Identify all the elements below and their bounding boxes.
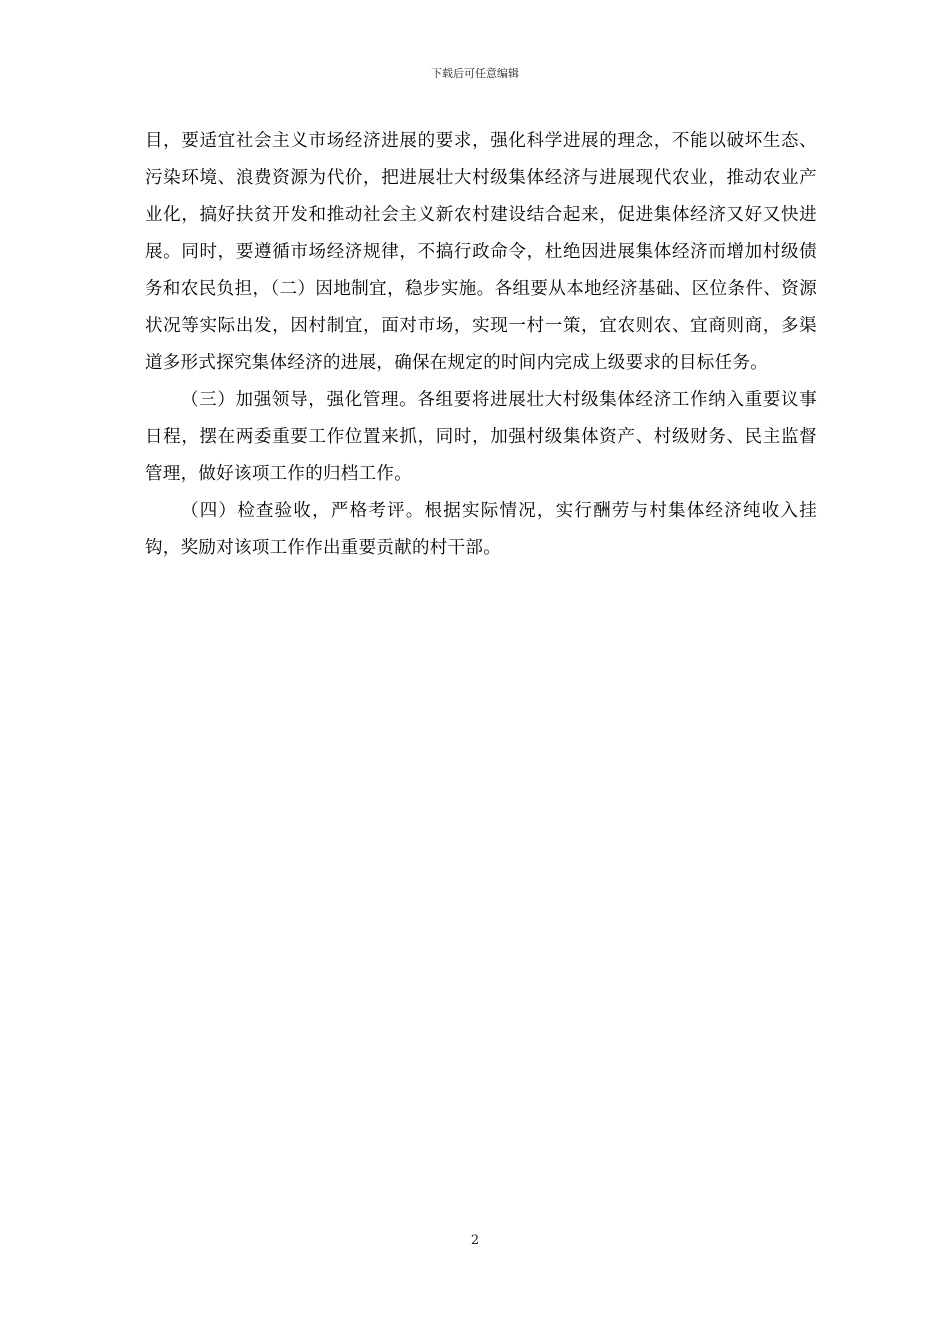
document-body [145, 123, 817, 567]
paragraph-section-three: （三）加强领导，强化管理。各组要将进展壮大村级集体经济工作纳入重要议事日程，摆在两委重要工作位置来抓，同时，加强村级集体资产、村级财务、民主监督管理，做好该项工作的归档工作。 [145, 390, 817, 484]
paragraph-continuation: 目，要适宜社会主义市场经济进展的要求，强化科学进展的理念，不能以破坏生态、污染环境、浪费资源为代价，把进展壮大村级集体经济与进展现代农业，推动农业产业化，搞好扶贫开发和推动社会主义新农村建设结合起来，促进集体经济又好又快进展。同时，要遵循市场经济规律，不搞行政命令，杜绝因进展集体经济而增加村级债务和农民负担，（二）因地制宜，稳步实施。各组要从本地经济基础、区位条件、资源状况等实际出发，因村制宜，面对市场，实现一村一策，宜农则农、宜商则商，多渠道多形式探究集体经济的进展，确保在规定的时间内完成上级要求的目标任务。 [145, 131, 817, 373]
paragraph-section-four: （四）检查验收，严格考评。根据实际情况，实行酬劳与村集体经济纯收入挂钩，奖励对该项工作作出重要贡献的村干部。 [145, 501, 817, 558]
header-note: 下载后可任意编辑 [431, 67, 519, 80]
page-number: 2 [470, 1233, 480, 1248]
